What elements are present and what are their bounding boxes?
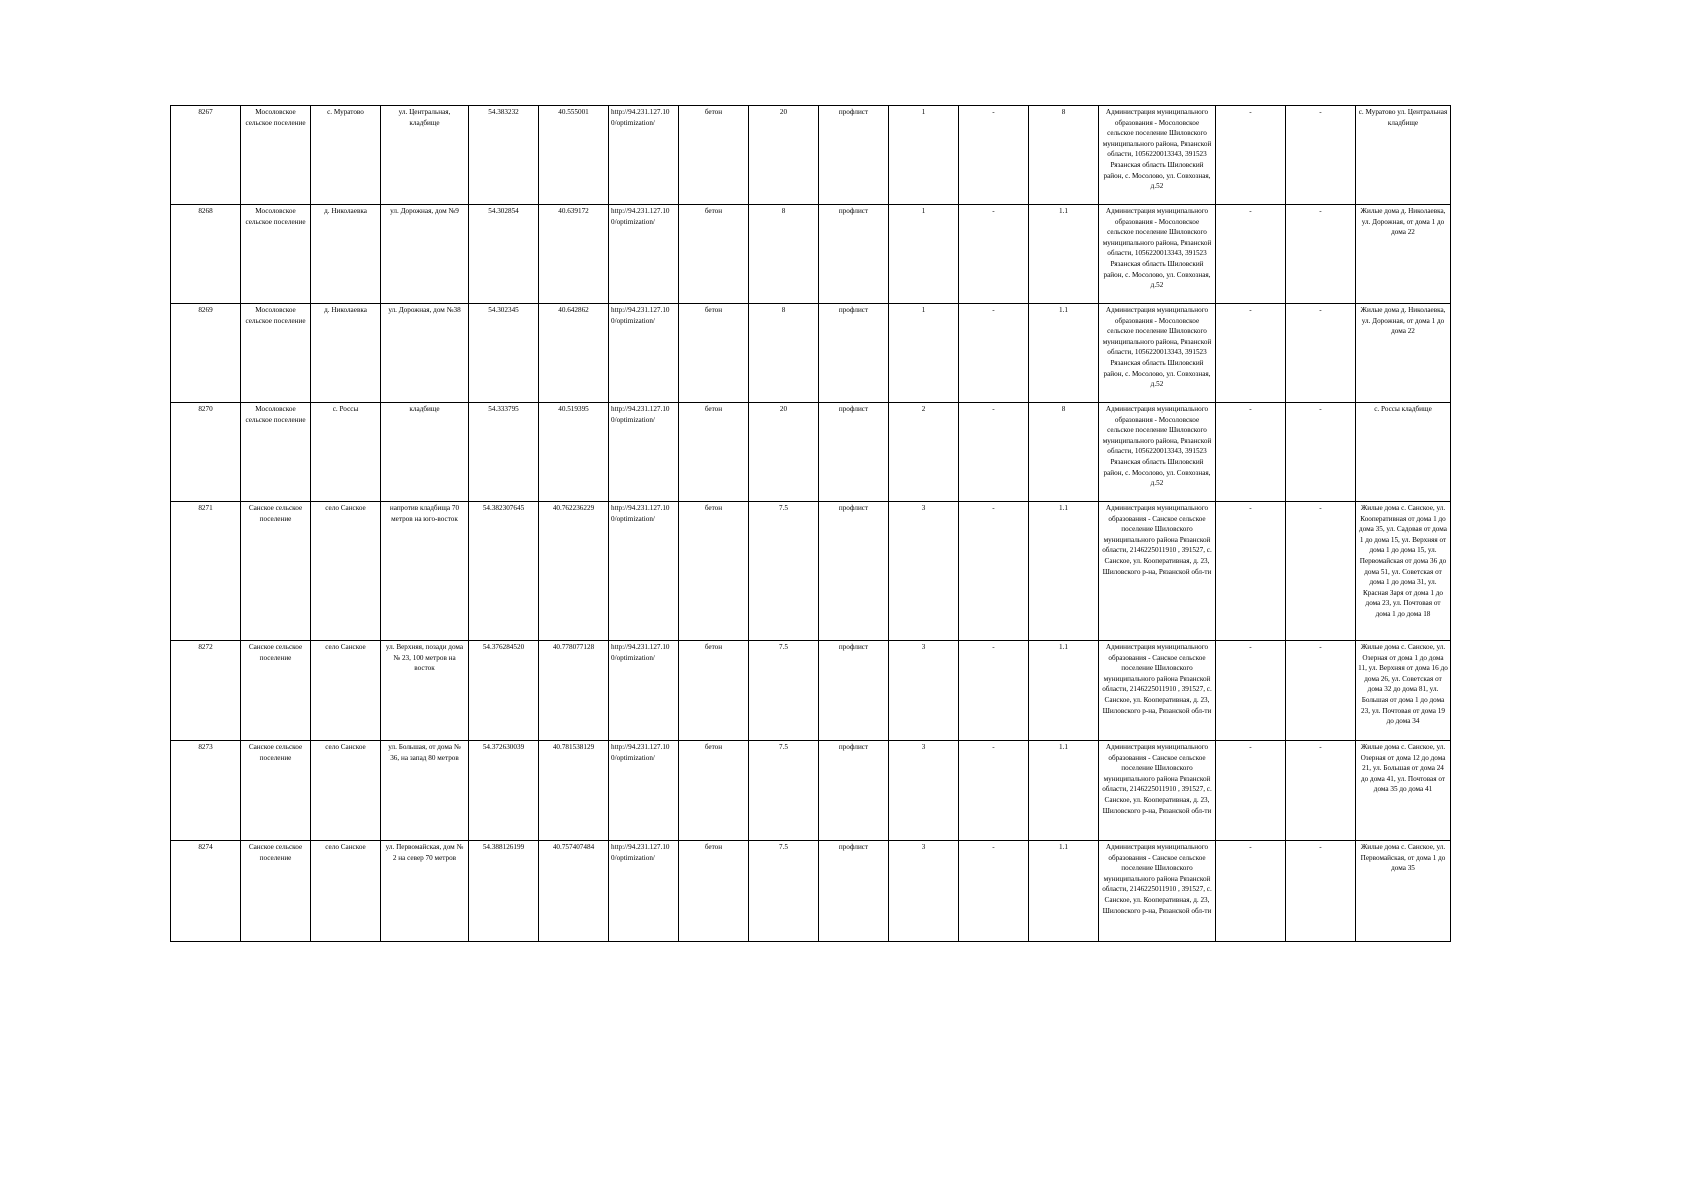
cell-settlement: Санское сельское поселение <box>241 641 311 741</box>
cell-address: ул. Центральная, кладбище <box>381 106 469 205</box>
cell-volume: 8 <box>1029 403 1099 502</box>
cell-extra-1: - <box>1216 403 1286 502</box>
cell-locality: д. Николаевка <box>311 304 381 403</box>
cell-longitude: 40.519395 <box>539 403 609 502</box>
cell-link: http://94.231.127.10 0/optimization/ <box>609 205 679 304</box>
cell-id: 8272 <box>171 641 241 741</box>
cell-area: 7.5 <box>749 841 819 942</box>
cell-id: 8270 <box>171 403 241 502</box>
cell-area: 7.5 <box>749 641 819 741</box>
cell-dash: - <box>959 106 1029 205</box>
cell-volume: 1.1 <box>1029 502 1099 641</box>
cell-volume: 8 <box>1029 106 1099 205</box>
cell-extra-2: - <box>1286 205 1356 304</box>
cell-area: 8 <box>749 205 819 304</box>
cell-material: бетон <box>679 502 749 641</box>
table-row <box>171 304 1451 403</box>
cell-id: 8268 <box>171 205 241 304</box>
cell-locality: с. Россы <box>311 403 381 502</box>
cell-material: бетон <box>679 641 749 741</box>
cell-extra-1: - <box>1216 841 1286 942</box>
cell-id: 8274 <box>171 841 241 942</box>
cell-locality: село Санское <box>311 641 381 741</box>
cell-source: с. Россы кладбище <box>1356 403 1451 502</box>
cell-dash: - <box>959 205 1029 304</box>
cell-link: http://94.231.127.10 0/optimization/ <box>609 741 679 841</box>
cell-material: бетон <box>679 841 749 942</box>
table-row <box>171 403 1451 502</box>
cell-address: ул. Верхняя, позади дома № 23, 100 метров на восток <box>381 641 469 741</box>
cell-count: 3 <box>889 502 959 641</box>
cell-cover: профлист <box>819 304 889 403</box>
cell-settlement: Мосоловское сельское поселение <box>241 304 311 403</box>
cell-latitude: 54.302345 <box>469 304 539 403</box>
cell-locality: село Санское <box>311 741 381 841</box>
cell-cover: профлист <box>819 502 889 641</box>
cell-settlement: Мосоловское сельское поселение <box>241 403 311 502</box>
cell-cover: профлист <box>819 205 889 304</box>
cell-id: 8271 <box>171 502 241 641</box>
table-row <box>171 841 1451 942</box>
cell-address: ул. Первомайская, дом № 2 на север 70 метров <box>381 841 469 942</box>
cell-count: 3 <box>889 841 959 942</box>
cell-extra-1: - <box>1216 641 1286 741</box>
cell-cover: профлист <box>819 841 889 942</box>
cell-material: бетон <box>679 205 749 304</box>
registry-table <box>170 105 1451 942</box>
cell-volume: 1.1 <box>1029 641 1099 741</box>
cell-longitude: 40.555001 <box>539 106 609 205</box>
cell-source: Жилые дома с. Санское, ул. Кооперативная от дома 1 до дома 35, ул. Садовая от дома 1 до дома 15, ул. Верхняя от дома 1 до дома 15, ул. Первомайская от дома 36 до дома 51, ул. Советская от дома 1 до дома 31, ул. Красная Заря от дома 1 до дома 23, ул. Почтовая от дома 1 до дома 18 <box>1356 502 1451 641</box>
cell-longitude: 40.642862 <box>539 304 609 403</box>
cell-extra-2: - <box>1286 304 1356 403</box>
cell-link: http://94.231.127.10 0/optimization/ <box>609 403 679 502</box>
cell-id: 8267 <box>171 106 241 205</box>
cell-volume: 1.1 <box>1029 841 1099 942</box>
cell-owner: Администрация муниципального образования - Мосоловское сельское поселение Шиловского муниципального района, Рязанской области, 1056220013343, 391523 Рязанская область Шиловский район, с. Мосолово, ул. Совхозная, д.52 <box>1099 205 1216 304</box>
cell-source: Жилые дома с. Санское, ул. Озерная от дома 12 до дома 21, ул. Большая от дома 24 до дома 41, ул. Почтовая от дома 35 до дома 41 <box>1356 741 1451 841</box>
cell-latitude: 54.302854 <box>469 205 539 304</box>
cell-latitude: 54.376284520 <box>469 641 539 741</box>
cell-volume: 1.1 <box>1029 304 1099 403</box>
cell-latitude: 54.382307645 <box>469 502 539 641</box>
cell-link: http://94.231.127.10 0/optimization/ <box>609 641 679 741</box>
cell-dash: - <box>959 304 1029 403</box>
cell-cover: профлист <box>819 403 889 502</box>
cell-settlement: Санское сельское поселение <box>241 502 311 641</box>
cell-count: 3 <box>889 741 959 841</box>
cell-address: кладбище <box>381 403 469 502</box>
cell-volume: 1.1 <box>1029 741 1099 841</box>
cell-extra-1: - <box>1216 741 1286 841</box>
cell-address: ул. Дорожная, дом №38 <box>381 304 469 403</box>
cell-count: 1 <box>889 106 959 205</box>
cell-owner: Администрация муниципального образования - Санское сельское поселение Шиловского муниципального района Рязанской области, 2146225011910 , 391527, с. Санское, ул. Кооперативная, д. 23, Шиловского р-на, Рязанской обл-ти <box>1099 841 1216 942</box>
cell-source: с. Муратово ул. Центральная кладбище <box>1356 106 1451 205</box>
cell-area: 8 <box>749 304 819 403</box>
cell-owner: Администрация муниципального образования - Мосоловское сельское поселение Шиловского муниципального района, Рязанской области, 1056220013343, 391523 Рязанская область Шиловский район, с. Мосолово, ул. Совхозная, д.52 <box>1099 403 1216 502</box>
cell-source: Жилые дома с. Санское, ул. Первомайская, от дома 1 до дома 35 <box>1356 841 1451 942</box>
cell-id: 8269 <box>171 304 241 403</box>
table-row <box>171 106 1451 205</box>
cell-longitude: 40.781538129 <box>539 741 609 841</box>
cell-link: http://94.231.127.10 0/optimization/ <box>609 502 679 641</box>
cell-address: ул. Большая, от дома № 36, на запад 80 метров <box>381 741 469 841</box>
cell-locality: село Санское <box>311 502 381 641</box>
cell-settlement: Мосоловское сельское поселение <box>241 106 311 205</box>
cell-extra-2: - <box>1286 403 1356 502</box>
cell-count: 3 <box>889 641 959 741</box>
cell-address: напротив кладбища 70 метров на юго-восток <box>381 502 469 641</box>
cell-extra-2: - <box>1286 502 1356 641</box>
cell-locality: село Санское <box>311 841 381 942</box>
table-row <box>171 502 1451 641</box>
cell-dash: - <box>959 403 1029 502</box>
cell-settlement: Мосоловское сельское поселение <box>241 205 311 304</box>
cell-material: бетон <box>679 741 749 841</box>
cell-owner: Администрация муниципального образования - Санское сельское поселение Шиловского муниципального района Рязанской области, 2146225011910 , 391527, с. Санское, ул. Кооперативная, д. 23, Шиловского р-на, Рязанской обл-ти <box>1099 741 1216 841</box>
cell-dash: - <box>959 841 1029 942</box>
cell-area: 7.5 <box>749 502 819 641</box>
cell-owner: Администрация муниципального образования - Мосоловское сельское поселение Шиловского муниципального района, Рязанской области, 1056220013343, 391523 Рязанская область Шиловский район, с. Мосолово, ул. Совхозная, д.52 <box>1099 106 1216 205</box>
cell-area: 7.5 <box>749 741 819 841</box>
cell-latitude: 54.372630039 <box>469 741 539 841</box>
cell-latitude: 54.388126199 <box>469 841 539 942</box>
cell-longitude: 40.762236229 <box>539 502 609 641</box>
cell-longitude: 40.639172 <box>539 205 609 304</box>
cell-owner: Администрация муниципального образования - Санское сельское поселение Шиловского муниципального района Рязанской области, 2146225011910 , 391527, с. Санское, ул. Кооперативная, д. 23, Шиловского р-на, Рязанской обл-ти <box>1099 641 1216 741</box>
cell-latitude: 54.383232 <box>469 106 539 205</box>
cell-area: 20 <box>749 106 819 205</box>
cell-material: бетон <box>679 304 749 403</box>
cell-count: 1 <box>889 304 959 403</box>
cell-locality: д. Николаевка <box>311 205 381 304</box>
cell-extra-1: - <box>1216 205 1286 304</box>
cell-area: 20 <box>749 403 819 502</box>
cell-link: http://94.231.127.10 0/optimization/ <box>609 304 679 403</box>
cell-material: бетон <box>679 403 749 502</box>
cell-owner: Администрация муниципального образования - Санское сельское поселение Шиловского муниципального района Рязанской области, 2146225011910 , 391527, с. Санское, ул. Кооперативная, д. 23, Шиловского р-на, Рязанской обл-ти <box>1099 502 1216 641</box>
cell-link: http://94.231.127.10 0/optimization/ <box>609 841 679 942</box>
cell-dash: - <box>959 641 1029 741</box>
cell-volume: 1.1 <box>1029 205 1099 304</box>
cell-extra-2: - <box>1286 841 1356 942</box>
cell-extra-1: - <box>1216 106 1286 205</box>
cell-cover: профлист <box>819 641 889 741</box>
cell-id: 8273 <box>171 741 241 841</box>
cell-extra-2: - <box>1286 741 1356 841</box>
cell-extra-2: - <box>1286 641 1356 741</box>
table-row <box>171 641 1451 741</box>
cell-latitude: 54.333795 <box>469 403 539 502</box>
cell-extra-1: - <box>1216 304 1286 403</box>
cell-longitude: 40.778077128 <box>539 641 609 741</box>
cell-source: Жилые дома д. Николаевка, ул. Дорожная, от дома 1 до дома 22 <box>1356 205 1451 304</box>
table-row <box>171 741 1451 841</box>
cell-cover: профлист <box>819 106 889 205</box>
cell-material: бетон <box>679 106 749 205</box>
cell-settlement: Санское сельское поселение <box>241 841 311 942</box>
cell-extra-2: - <box>1286 106 1356 205</box>
cell-settlement: Санское сельское поселение <box>241 741 311 841</box>
cell-locality: с. Муратово <box>311 106 381 205</box>
cell-dash: - <box>959 741 1029 841</box>
table-body <box>171 106 1451 942</box>
cell-source: Жилые дома д. Николаевка, ул. Дорожная, от дома 1 до дома 22 <box>1356 304 1451 403</box>
cell-count: 2 <box>889 403 959 502</box>
cell-link: http://94.231.127.10 0/optimization/ <box>609 106 679 205</box>
table-row <box>171 205 1451 304</box>
cell-count: 1 <box>889 205 959 304</box>
cell-longitude: 40.757407484 <box>539 841 609 942</box>
cell-cover: профлист <box>819 741 889 841</box>
cell-dash: - <box>959 502 1029 641</box>
cell-address: ул. Дорожная, дом №9 <box>381 205 469 304</box>
cell-extra-1: - <box>1216 502 1286 641</box>
cell-owner: Администрация муниципального образования - Мосоловское сельское поселение Шиловского муниципального района, Рязанской области, 1056220013343, 391523 Рязанская область Шиловский район, с. Мосолово, ул. Совхозная, д.52 <box>1099 304 1216 403</box>
cell-source: Жилые дома с. Санское, ул. Озерная от дома 1 до дома 11, ул. Верхняя от дома 16 до дома 26, ул. Советская от дома 32 до дома 81, ул. Большая от дома 1 до дома 23, ул. Почтовая от дома 19 до дома 34 <box>1356 641 1451 741</box>
